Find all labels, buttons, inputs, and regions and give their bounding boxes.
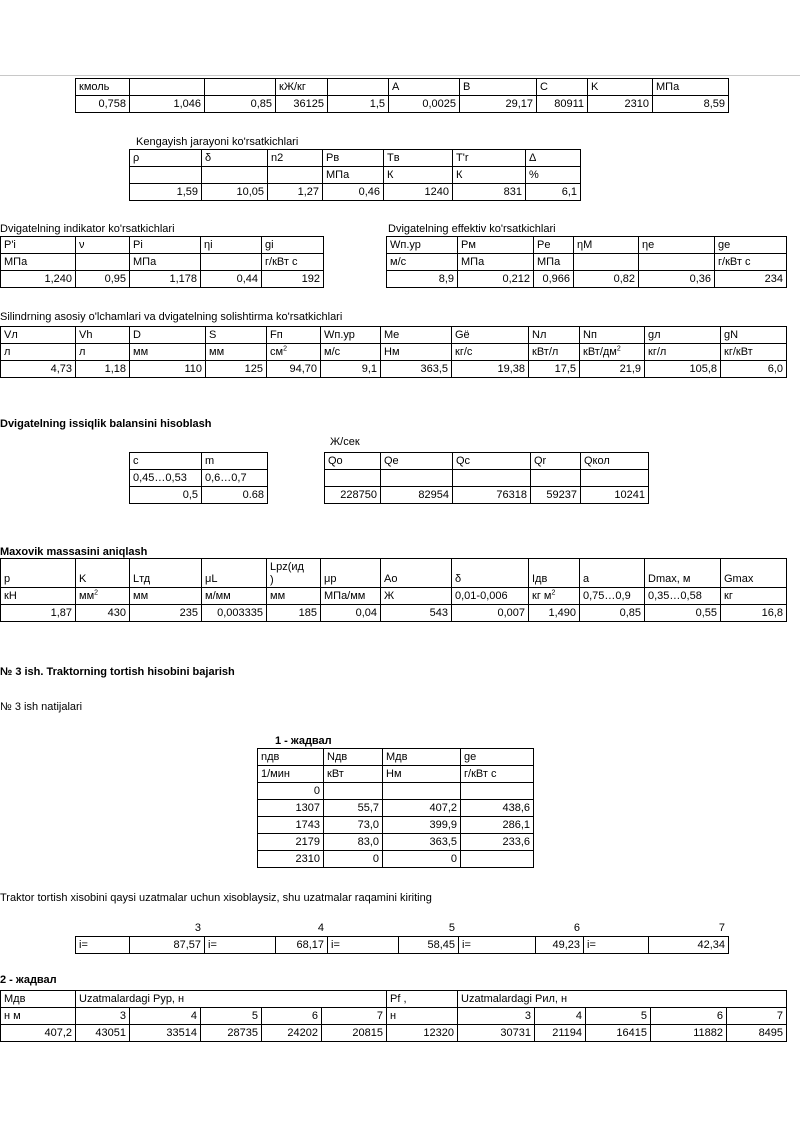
header-cell: ν [76, 237, 130, 254]
header-cell: Nп [580, 327, 645, 344]
value-cell: 76318 [453, 487, 531, 504]
unit-cell [202, 167, 268, 184]
value-cell: 8,9 [387, 271, 458, 288]
value-cell: 1307 [258, 800, 324, 817]
effective-table [386, 236, 787, 288]
value-cell: 19,38 [452, 361, 529, 378]
header-cell: μL [202, 559, 267, 588]
cylinder-table [0, 326, 787, 378]
value-cell: 0,44 [201, 271, 262, 288]
value-cell: 83,0 [324, 834, 383, 851]
unit-cell: кг/л [645, 344, 721, 361]
value-cell [461, 851, 534, 868]
unit-cell: 0,35…0,58 [645, 588, 721, 605]
unit-cell: 0,75…0,9 [580, 588, 645, 605]
header-cell: C [537, 79, 588, 96]
value-cell: 24202 [262, 1025, 322, 1042]
value-cell [324, 783, 383, 800]
empty-cell [453, 470, 531, 487]
gear-number: 7 [718, 921, 725, 934]
unit-cell [574, 254, 639, 271]
unit-cell: Ж [381, 588, 452, 605]
value-cell: 0 [324, 851, 383, 868]
value-cell: 2310 [258, 851, 324, 868]
unit-cell: мм [130, 588, 202, 605]
empty-cell [381, 470, 453, 487]
header-cell: a [580, 559, 645, 588]
unit-cell: Нм [381, 344, 452, 361]
table1-caption: 1 - жадвал [275, 735, 332, 747]
unit-cell: мм [206, 344, 267, 361]
header-cell: D [130, 327, 206, 344]
table-row [258, 817, 534, 834]
value-cell: 1,046 [130, 96, 205, 113]
value-cell: 399,9 [383, 817, 461, 834]
value-cell: 0,212 [458, 271, 534, 288]
header-cell [205, 79, 276, 96]
header-cell: ge [715, 237, 787, 254]
value-cell: 430 [76, 605, 130, 622]
value-cell: 82954 [381, 487, 453, 504]
header-cell: кмоль [76, 79, 130, 96]
header-cell: кЖ/кг [276, 79, 328, 96]
unit-cell: г/кВт с [461, 766, 534, 783]
header-cell: Pм [458, 237, 534, 254]
unit-cell: н [387, 1008, 458, 1025]
header-cell: P'i [1, 237, 76, 254]
unit-cell: 6 [262, 1008, 322, 1025]
value-cell: 1,490 [529, 605, 580, 622]
value-cell: 0,85 [205, 96, 276, 113]
unit-cell: МПа [458, 254, 534, 271]
unit-cell: л [76, 344, 130, 361]
unit-cell: кН [1, 588, 76, 605]
header-cell: Uzatmalardagi Рил, н [458, 991, 787, 1008]
value-cell: 33514 [130, 1025, 201, 1042]
unit-cell: м/с [321, 344, 381, 361]
value-cell: 1,240 [1, 271, 76, 288]
header-cell: Fп [267, 327, 321, 344]
ratio-label: i= [584, 937, 649, 954]
value-cell: 235 [130, 605, 202, 622]
empty-cell [531, 470, 581, 487]
value-cell: 192 [262, 271, 324, 288]
value-cell: 1240 [384, 184, 453, 201]
value-cell: 1,18 [76, 361, 130, 378]
cylinder-title: Silindrning asosiy o'lchamlari va dvigatelning solishtirma ko'rsatkichlari [0, 311, 343, 323]
unit-cell: 1/мин [258, 766, 324, 783]
header-cell: ηi [201, 237, 262, 254]
value-cell: 363,5 [381, 361, 452, 378]
flywheel-table [0, 558, 787, 622]
unit-cell: К [453, 167, 526, 184]
header-cell: n2 [268, 150, 323, 167]
table-row [258, 800, 534, 817]
work3-subtitle: № 3 ish natijalari [0, 701, 83, 713]
heat-q-table [324, 452, 649, 504]
header-cell: Vл [1, 327, 76, 344]
unit-cell [76, 254, 130, 271]
unit-cell: 4 [535, 1008, 586, 1025]
gear-number: 6 [573, 921, 580, 934]
unit-cell: Нм [383, 766, 461, 783]
value-cell: 438,6 [461, 800, 534, 817]
header-cell: Wп.ур [321, 327, 381, 344]
value-cell: 16,8 [721, 605, 787, 622]
header-cell: Tв [384, 150, 453, 167]
value-cell: 105,8 [645, 361, 721, 378]
unit-cell: 3 [76, 1008, 130, 1025]
header-cell: Lтд [130, 559, 202, 588]
gear-number: 4 [317, 921, 324, 934]
value-cell: 10,05 [202, 184, 268, 201]
unit-cell: % [526, 167, 581, 184]
unit-cell: 5 [586, 1008, 651, 1025]
header-cell: Gё [452, 327, 529, 344]
header-cell: Me [381, 327, 452, 344]
value-cell: 228750 [325, 487, 381, 504]
unit-cell: 7 [727, 1008, 787, 1025]
gear-ratio-table [75, 936, 729, 954]
gear-prompt: Traktor tortish xisobini qaysi uzatmalar uchun xisoblaysiz, shu uzatmalar raqamini kiriting [0, 892, 432, 904]
value-cell: 0 [258, 783, 324, 800]
header-cell: S [206, 327, 267, 344]
value-cell: 4,73 [1, 361, 76, 378]
value-cell: 0,007 [452, 605, 529, 622]
gear-numbers [75, 920, 728, 936]
unit-cell [201, 254, 262, 271]
unit-cell: мм [130, 344, 206, 361]
unit-cell: кВт [324, 766, 383, 783]
unit-cell: МПа [323, 167, 384, 184]
header-cell: Ao [381, 559, 452, 588]
header-cell: μp [321, 559, 381, 588]
header-cell: Qr [531, 453, 581, 470]
header-cell: Uzatmalardagi Pyp, н [76, 991, 387, 1008]
value-cell: 0.68 [202, 487, 268, 504]
heat-balance-title: Dvigatelning issiqlik balansini hisoblash [0, 418, 212, 430]
ratio-value: 42,34 [649, 937, 729, 954]
header-cell: Pe [534, 237, 574, 254]
value-cell: 0,0025 [389, 96, 460, 113]
ratio-label: i= [76, 937, 130, 954]
unit-cell: н м [1, 1008, 76, 1025]
unit-cell: 4 [130, 1008, 201, 1025]
table2-caption: 2 - жадвал [0, 974, 57, 986]
ratio-value: 68,17 [276, 937, 328, 954]
gear-number: 3 [194, 921, 201, 934]
value-cell: 6,0 [721, 361, 787, 378]
value-cell: 94,70 [267, 361, 321, 378]
header-cell: m [202, 453, 268, 470]
header-cell: ηM [574, 237, 639, 254]
unit-cell: МПа/мм [321, 588, 381, 605]
value-cell: 1,87 [1, 605, 76, 622]
header-cell [130, 79, 205, 96]
value-cell: 0,966 [534, 271, 574, 288]
value-cell: 286,1 [461, 817, 534, 834]
value-cell: 185 [267, 605, 321, 622]
value-cell [461, 783, 534, 800]
unit-cell: кг/кВт [721, 344, 787, 361]
work3-title: № 3 ish. Traktorning tortish hisobini bajarish [0, 666, 235, 678]
value-cell: 16415 [586, 1025, 651, 1042]
unit-cell: кг [721, 588, 787, 605]
value-cell: 20815 [322, 1025, 387, 1042]
header-cell: Mдв [1, 991, 76, 1008]
unit-cell: л [1, 344, 76, 361]
value-cell: 0 [383, 851, 461, 868]
header-cell: K [76, 559, 130, 588]
header-cell: ge [461, 749, 534, 766]
value-cell: 234 [715, 271, 787, 288]
header-cell: Iдв [529, 559, 580, 588]
header-cell: δ [452, 559, 529, 588]
value-cell: 8,59 [653, 96, 729, 113]
page-top-rule [0, 75, 800, 76]
engine-speed-table [257, 748, 534, 868]
unit-cell: $см^2$ [267, 344, 321, 361]
header-cell: Mдв [383, 749, 461, 766]
value-cell: 0,82 [574, 271, 639, 288]
unit-cell: 5 [201, 1008, 262, 1025]
value-cell: 10241 [581, 487, 649, 504]
ratio-value: 87,57 [130, 937, 205, 954]
unit-cell: 0,01-0,006 [452, 588, 529, 605]
header-cell: Pf , [387, 991, 458, 1008]
unit-cell: кВт/$дм^2$ [580, 344, 645, 361]
header-cell: c [130, 453, 202, 470]
heat-balance-unit: Ж/сек [330, 436, 360, 448]
gear-number: 5 [448, 921, 455, 934]
value-cell [383, 783, 461, 800]
unit-cell: К [384, 167, 453, 184]
range-cell: 0,45…0,53 [130, 470, 202, 487]
value-cell: 21,9 [580, 361, 645, 378]
header-cell: Lpz(ид ) [267, 559, 321, 588]
value-cell: 21194 [535, 1025, 586, 1042]
ratio-value: 58,45 [399, 937, 459, 954]
header-cell: A [389, 79, 460, 96]
value-cell: 80911 [537, 96, 588, 113]
ratio-value: 49,23 [536, 937, 584, 954]
header-cell: Δ [526, 150, 581, 167]
header-cell: δ [202, 150, 268, 167]
unit-cell: м/мм [202, 588, 267, 605]
value-cell: 0,85 [580, 605, 645, 622]
value-cell: 543 [381, 605, 452, 622]
indicator-title: Dvigatelning indikator ko'rsatkichlari [0, 223, 175, 235]
header-cell [328, 79, 389, 96]
value-cell: 0,003335 [202, 605, 267, 622]
traction-forces-table [0, 990, 787, 1042]
expansion-title: Kengayish jarayoni ko'rsatkichlari [136, 136, 299, 148]
table-row [258, 783, 534, 800]
value-cell: 0,758 [76, 96, 130, 113]
value-cell: 407,2 [1, 1025, 76, 1042]
unit-cell: $мм^2$ [76, 588, 130, 605]
unit-cell [268, 167, 323, 184]
unit-cell: м/с [387, 254, 458, 271]
value-cell: 36125 [276, 96, 328, 113]
value-cell: 1,178 [130, 271, 201, 288]
header-cell: gi [262, 237, 324, 254]
indicator-table [0, 236, 324, 288]
header-cell: ρ [130, 150, 202, 167]
unit-cell: 7 [322, 1008, 387, 1025]
header-cell: ηe [639, 237, 715, 254]
value-cell: 43051 [76, 1025, 130, 1042]
unit-cell: кг $м^2$ [529, 588, 580, 605]
value-cell: 11882 [651, 1025, 727, 1042]
unit-cell [130, 167, 202, 184]
value-cell: 363,5 [383, 834, 461, 851]
value-cell: 0,5 [130, 487, 202, 504]
value-cell: 0,04 [321, 605, 381, 622]
header-cell: Dmax, м [645, 559, 721, 588]
value-cell: 73,0 [324, 817, 383, 834]
unit-cell: кг/с [452, 344, 529, 361]
value-cell: 59237 [531, 487, 581, 504]
value-cell: 407,2 [383, 800, 461, 817]
effective-title: Dvigatelning effektiv ko'rsatkichlari [388, 223, 556, 235]
unit-cell: г/кВт с [715, 254, 787, 271]
value-cell: 1,59 [130, 184, 202, 201]
value-cell: 55,7 [324, 800, 383, 817]
value-cell: 8495 [727, 1025, 787, 1042]
header-cell: Qc [453, 453, 531, 470]
value-cell: 2179 [258, 834, 324, 851]
unit-cell: г/кВт с [262, 254, 324, 271]
value-cell: 6,1 [526, 184, 581, 201]
expansion-table [129, 149, 581, 201]
header-cell: B [460, 79, 537, 96]
header-cell: Nдв [324, 749, 383, 766]
value-cell: 12320 [387, 1025, 458, 1042]
header-cell: Qкол [581, 453, 649, 470]
value-cell: 1,5 [328, 96, 389, 113]
table-row [258, 834, 534, 851]
fuel-params-table [75, 78, 729, 113]
unit-cell: 3 [458, 1008, 535, 1025]
value-cell: 831 [453, 184, 526, 201]
unit-cell: мм [267, 588, 321, 605]
value-cell: 0,95 [76, 271, 130, 288]
empty-cell [325, 470, 381, 487]
cm-table [129, 452, 268, 504]
ratio-label: i= [205, 937, 276, 954]
value-cell: 30731 [458, 1025, 535, 1042]
header-cell: Wп.ур [387, 237, 458, 254]
header-cell: gл [645, 327, 721, 344]
header-cell: Pв [323, 150, 384, 167]
value-cell: 125 [206, 361, 267, 378]
unit-cell: МПа [1, 254, 76, 271]
value-cell: 1,27 [268, 184, 323, 201]
value-cell: 0,55 [645, 605, 721, 622]
unit-cell: кВт/л [529, 344, 580, 361]
flywheel-title: Maxovik massasini aniqlash [0, 546, 148, 558]
header-cell: МПа [653, 79, 729, 96]
value-cell: 110 [130, 361, 206, 378]
header-cell: K [588, 79, 653, 96]
header-cell: Pi [130, 237, 201, 254]
value-cell: 9,1 [321, 361, 381, 378]
header-cell: Qe [381, 453, 453, 470]
header-cell: nдв [258, 749, 324, 766]
unit-cell: МПа [534, 254, 574, 271]
empty-cell [581, 470, 649, 487]
table-row [258, 851, 534, 868]
header-cell: gN [721, 327, 787, 344]
ratio-label: i= [328, 937, 399, 954]
value-cell: 17,5 [529, 361, 580, 378]
header-cell: Gmax [721, 559, 787, 588]
header-cell: p [1, 559, 76, 588]
value-cell: 2310 [588, 96, 653, 113]
header-cell: Nл [529, 327, 580, 344]
header-cell: Vh [76, 327, 130, 344]
value-cell: 28735 [201, 1025, 262, 1042]
value-cell: 29,17 [460, 96, 537, 113]
unit-cell: МПа [130, 254, 201, 271]
value-cell: 1743 [258, 817, 324, 834]
value-cell: 0,46 [323, 184, 384, 201]
header-cell: T'r [453, 150, 526, 167]
range-cell: 0,6…0,7 [202, 470, 268, 487]
value-cell: 233,6 [461, 834, 534, 851]
unit-cell [639, 254, 715, 271]
ratio-label: i= [459, 937, 536, 954]
header-cell: Qo [325, 453, 381, 470]
unit-cell: 6 [651, 1008, 727, 1025]
value-cell: 0,36 [639, 271, 715, 288]
